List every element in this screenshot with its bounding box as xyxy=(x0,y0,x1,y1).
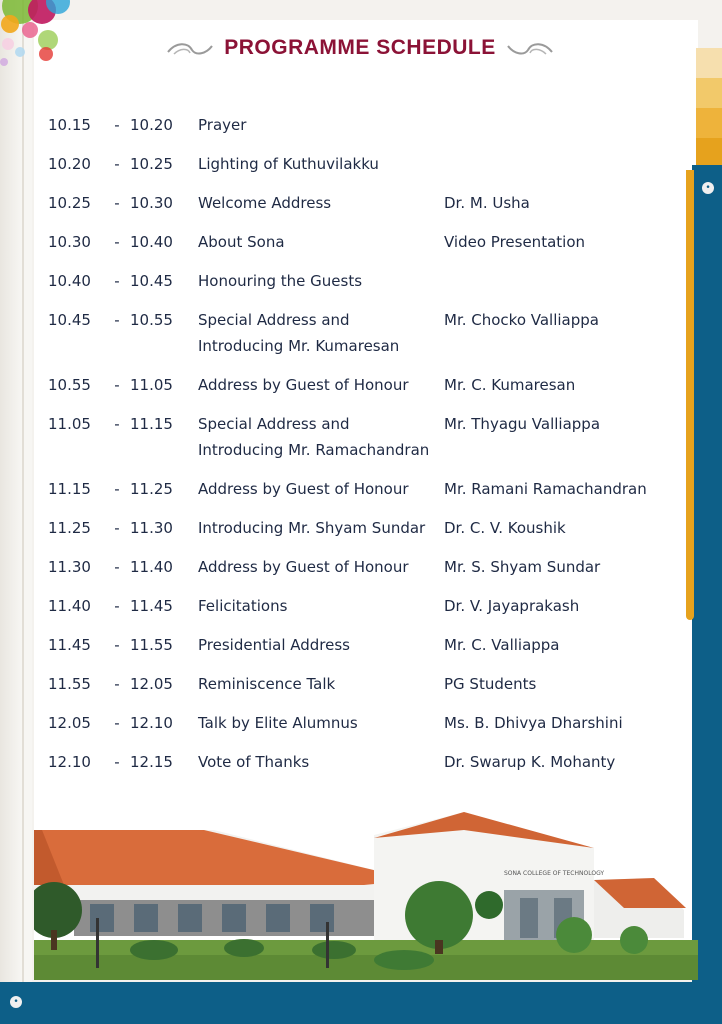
event-line: About Sona xyxy=(198,233,285,251)
event-title xyxy=(198,671,444,697)
speaker-name: Mr. Ramani Ramachandran xyxy=(444,480,647,498)
building-sign: SONA COLLEGE OF TECHNOLOGY xyxy=(504,870,605,877)
event-line: Reminiscence Talk xyxy=(198,675,336,693)
title-bar xyxy=(160,32,560,64)
end-time: 10.40 xyxy=(130,233,173,251)
event-line: Address by Guest of Honour xyxy=(198,480,409,498)
time-separator: - xyxy=(114,311,120,329)
schedule-table xyxy=(48,112,688,788)
decorative-circles-icon xyxy=(0,0,86,70)
time-separator: - xyxy=(114,415,120,433)
schedule-row xyxy=(48,749,688,775)
speaker-name: PG Students xyxy=(444,675,537,693)
speaker-name: Mr. Chocko Valliappa xyxy=(444,311,599,329)
color-tabs xyxy=(696,48,722,168)
end-time: 11.25 xyxy=(130,480,173,498)
time-separator: - xyxy=(114,233,120,251)
event-title xyxy=(198,749,444,775)
speaker-name: Dr. M. Usha xyxy=(444,194,530,212)
start-time: 10.25 xyxy=(48,194,91,212)
event-line: Welcome Address xyxy=(198,194,332,212)
start-time: 12.05 xyxy=(48,714,91,732)
schedule-row xyxy=(48,632,688,658)
event-title xyxy=(198,411,444,463)
start-time: 11.25 xyxy=(48,519,91,537)
start-time: 11.05 xyxy=(48,415,91,433)
schedule-row xyxy=(48,411,688,463)
end-time: 11.55 xyxy=(130,636,173,654)
start-time: 11.55 xyxy=(48,675,91,693)
event-title xyxy=(198,710,444,736)
event-title xyxy=(198,151,444,177)
event-title xyxy=(198,372,444,398)
end-time: 12.05 xyxy=(130,675,173,693)
event-title xyxy=(198,112,444,138)
event-line: Talk by Elite Alumnus xyxy=(198,714,358,732)
schedule-row xyxy=(48,307,688,359)
end-time: 12.15 xyxy=(130,753,173,771)
left-margin-inner xyxy=(24,0,32,1024)
bullet-icon: • xyxy=(702,182,714,194)
time-separator: - xyxy=(114,714,120,732)
speaker-name: Mr. C. Valliappa xyxy=(444,636,560,654)
time-separator: - xyxy=(114,636,120,654)
schedule-row xyxy=(48,268,688,294)
end-time: 10.45 xyxy=(130,272,173,290)
event-title xyxy=(198,229,444,255)
bottom-blue-band xyxy=(0,982,722,1024)
start-time: 11.30 xyxy=(48,558,91,576)
schedule-row xyxy=(48,372,688,398)
time-separator: - xyxy=(114,597,120,615)
schedule-row xyxy=(48,554,688,580)
swirl-right-icon xyxy=(506,38,554,58)
end-time: 10.30 xyxy=(130,194,173,212)
end-time: 10.55 xyxy=(130,311,173,329)
event-line: Presidential Address xyxy=(198,636,350,654)
event-line: Special Address and xyxy=(198,311,350,329)
event-title xyxy=(198,554,444,580)
schedule-row xyxy=(48,671,688,697)
event-title xyxy=(198,190,444,216)
start-time: 11.45 xyxy=(48,636,91,654)
time-separator: - xyxy=(114,753,120,771)
time-separator: - xyxy=(114,272,120,290)
end-time: 12.10 xyxy=(130,714,173,732)
schedule-row xyxy=(48,229,688,255)
schedule-row xyxy=(48,151,688,177)
event-line: Vote of Thanks xyxy=(198,753,310,771)
start-time: 10.30 xyxy=(48,233,91,251)
end-time: 11.30 xyxy=(130,519,173,537)
time-separator: - xyxy=(114,194,120,212)
event-line: Introducing Mr. Kumaresan xyxy=(198,337,400,355)
time-separator: - xyxy=(114,376,120,394)
event-line: Honouring the Guests xyxy=(198,272,363,290)
start-time: 12.10 xyxy=(48,753,91,771)
speaker-name: Dr. Swarup K. Mohanty xyxy=(444,753,616,771)
speaker-name: Ms. B. Dhivya Dharshini xyxy=(444,714,623,732)
time-separator: - xyxy=(114,155,120,173)
event-title xyxy=(198,593,444,619)
start-time: 11.15 xyxy=(48,480,91,498)
time-separator: - xyxy=(114,116,120,134)
start-time: 10.45 xyxy=(48,311,91,329)
time-separator: - xyxy=(114,558,120,576)
event-line: Prayer xyxy=(198,116,247,134)
event-title xyxy=(198,476,444,502)
end-time: 11.40 xyxy=(130,558,173,576)
event-line: Special Address and xyxy=(198,415,350,433)
schedule-row xyxy=(48,190,688,216)
event-title xyxy=(198,307,444,359)
end-time: 11.45 xyxy=(130,597,173,615)
page-title: PROGRAMME SCHEDULE xyxy=(224,36,496,59)
time-separator: - xyxy=(114,480,120,498)
time-separator: - xyxy=(114,519,120,537)
end-time: 10.20 xyxy=(130,116,173,134)
left-margin-strip xyxy=(0,0,24,1024)
schedule-row xyxy=(48,710,688,736)
time-separator: - xyxy=(114,675,120,693)
start-time: 10.15 xyxy=(48,116,91,134)
speaker-name: Video Presentation xyxy=(444,233,585,251)
end-time: 11.15 xyxy=(130,415,173,433)
event-line: Lighting of Kuthuvilakku xyxy=(198,155,379,173)
event-line: Address by Guest of Honour xyxy=(198,558,409,576)
end-time: 10.25 xyxy=(130,155,173,173)
start-time: 10.55 xyxy=(48,376,91,394)
event-line: Address by Guest of Honour xyxy=(198,376,409,394)
start-time: 10.20 xyxy=(48,155,91,173)
event-title xyxy=(198,515,444,541)
schedule-row xyxy=(48,112,688,138)
speaker-name: Mr. S. Shyam Sundar xyxy=(444,558,601,576)
event-line: Introducing Mr. Ramachandran xyxy=(198,441,430,459)
swirl-left-icon xyxy=(166,38,214,58)
schedule-row xyxy=(48,476,688,502)
event-title xyxy=(198,632,444,658)
bullet-icon: • xyxy=(10,996,22,1008)
speaker-name: Dr. C. V. Koushik xyxy=(444,519,566,537)
schedule-row xyxy=(48,515,688,541)
event-line: Felicitations xyxy=(198,597,288,615)
start-time: 10.40 xyxy=(48,272,91,290)
speaker-name: Mr. Thyagu Valliappa xyxy=(444,415,601,433)
event-line: Introducing Mr. Shyam Sundar xyxy=(198,519,426,537)
campus-building-illustration xyxy=(34,790,698,980)
speaker-name: Mr. C. Kumaresan xyxy=(444,376,576,394)
start-time: 11.40 xyxy=(48,597,91,615)
end-time: 11.05 xyxy=(130,376,173,394)
speaker-name: Dr. V. Jayaprakash xyxy=(444,597,580,615)
event-title xyxy=(198,268,444,294)
schedule-row xyxy=(48,593,688,619)
